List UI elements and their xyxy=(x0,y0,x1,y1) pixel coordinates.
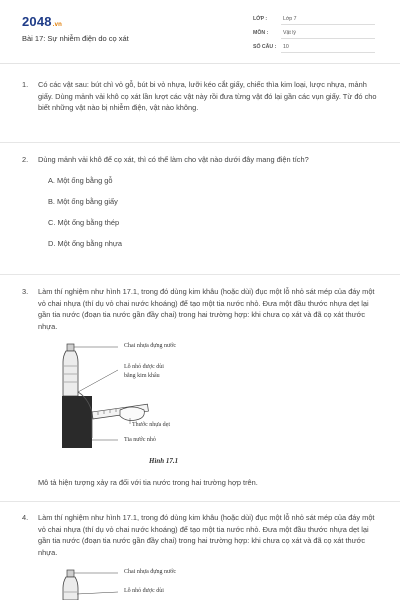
question-3 xyxy=(22,286,380,332)
figure-label-ruler: Thước nhựa dẹt xyxy=(132,422,170,428)
option-d[interactable]: D. Một ống bằng nhựa xyxy=(48,238,122,248)
question-number: 1. xyxy=(22,80,29,89)
question-2 xyxy=(22,154,380,259)
question-3-prompt xyxy=(22,477,380,489)
experiment-illustration xyxy=(60,340,220,452)
question-number: 2. xyxy=(22,155,29,164)
question-4 xyxy=(22,512,380,558)
figure-label-bottle: Chai nhựa đựng nước xyxy=(124,569,177,575)
meta-row-count xyxy=(253,41,379,55)
figure-17-1 xyxy=(60,340,220,452)
question-text: Làm thí nghiệm như hình 17.1, trong đó dùng kim khâu (hoặc dùi) đục một lỗ nhỏ sát mép của đáy một vỏ chai nhựa (thí dụ vỏ chai nước khoáng) để tạo một tia nước nhỏ. Đưa một đầu thước nhựa dẹt lại gần tia nước (đoạn tia nước gần đầy chai) trong hai trường hợp: khi chưa cọ xát và đã cọ xát thước nhựa. xyxy=(38,287,375,331)
meta-value: Lớp 7 xyxy=(281,15,375,25)
option-c[interactable]: C. Một ống bằng thép xyxy=(48,217,120,227)
option-a[interactable]: A. Một ống bằng gỗ xyxy=(48,175,113,185)
question-number: 4. xyxy=(22,513,29,522)
figure-label-stream: Tia nước nhỏ xyxy=(124,437,156,443)
divider xyxy=(0,501,400,502)
figure-17-1-repeat xyxy=(60,566,220,600)
lesson-title: Bài 17: Sự nhiễm điện do cọ xát xyxy=(22,34,129,43)
meta-label: LỚP : xyxy=(253,16,268,22)
meta-label: SỐ CÂU : xyxy=(253,44,277,50)
figure-label-hole: Lỗ nhỏ được dùi xyxy=(124,588,164,594)
figure-label-hole: Lỗ nhỏ được dùi xyxy=(124,364,164,370)
question-text: Làm thí nghiệm như hình 17.1, trong đó dùng kim khâu (hoặc dùi) đục một lỗ nhỏ sát mép của đáy một vỏ chai nhựa (thí dụ vỏ chai nước khoáng) để tạo một tia nước nhỏ. Đưa một đầu thước nhựa dẹt lại gần tia nước (đoạn tia nước gần đầy chai) trong hai trường hợp: khi chưa cọ xát và đã cọ xát thước nhựa. xyxy=(38,513,375,557)
answer-options xyxy=(22,175,380,259)
meta-row-class xyxy=(253,13,379,27)
question-1 xyxy=(22,79,380,114)
meta-value: 10 xyxy=(281,43,375,53)
question-text: Có các vật sau: bút chì vỏ gỗ, bút bi vỏ nhựa, lưỡi kéo cắt giấy, chiếc thìa kim loại, lược nhựa, mảnh giấy. Dùng mảnh vải khô cọ xát lần lượt các vật này rồi đưa từng vật đó lại gần các vụn giấy. Từ đó cho biết những vật nào bị nhiễm điện, vật nào không. xyxy=(38,80,377,113)
question-number: 3. xyxy=(22,287,29,296)
meta-info xyxy=(253,13,379,55)
figure-label-bottle: Chai nhựa đựng nước xyxy=(124,343,177,349)
figure-label-hole-2: bằng kim khâu xyxy=(124,373,160,379)
option-b[interactable]: B. Một ống bằng giấy xyxy=(48,196,118,206)
divider xyxy=(0,142,400,143)
figure-caption: Hình 17.1 xyxy=(149,457,179,465)
divider xyxy=(0,274,400,275)
question-text: Dùng mảnh vải khô để cọ xát, thì có thể làm cho vật nào dưới đây mang điện tích? xyxy=(38,155,309,164)
question-followup-text: Mô tả hiện tượng xảy ra đối với tia nước trong hai trường hợp trên. xyxy=(38,478,258,487)
meta-row-subject xyxy=(253,27,379,41)
meta-label: MÔN : xyxy=(253,30,269,36)
page-header xyxy=(0,0,400,64)
meta-value: Vật lý xyxy=(281,29,375,39)
site-logo[interactable]: 2048.vn xyxy=(22,14,63,29)
